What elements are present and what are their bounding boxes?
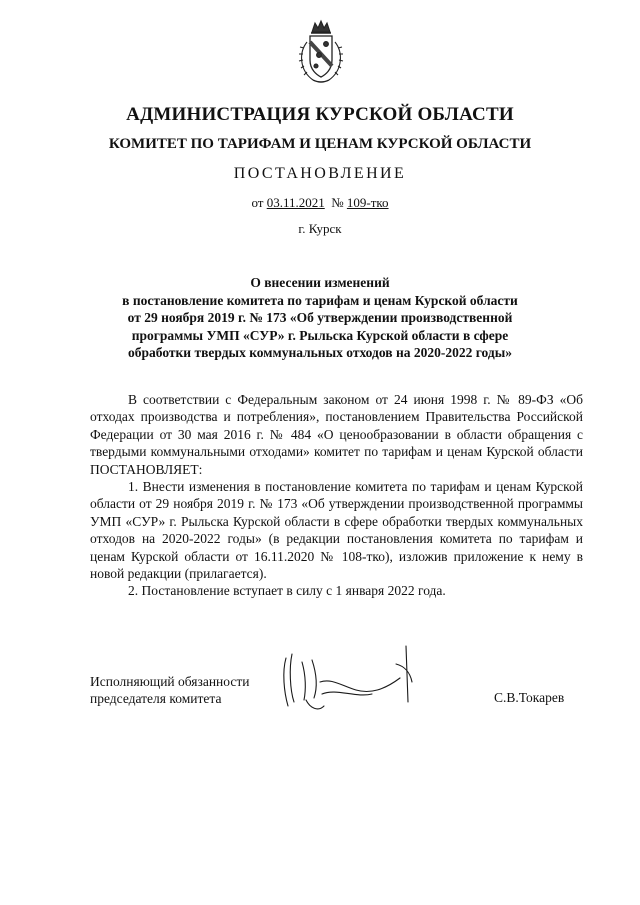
signatory-name: С.В.Токарев xyxy=(494,690,565,705)
committee-title: КОМИТЕТ ПО ТАРИФАМ И ЦЕНАМ КУРСКОЙ ОБЛАСТИ xyxy=(108,136,532,152)
handwritten-signature xyxy=(276,642,422,726)
title-line: О внесении изменений xyxy=(250,275,390,290)
document-number: 109-тко xyxy=(346,195,389,210)
position-line: Исполняющий обязанности xyxy=(90,674,250,689)
body-paragraph: 2. Постановление вступает в силу с 1 января 2022 года. xyxy=(128,583,446,599)
kursk-coat-of-arms-icon xyxy=(295,18,347,90)
document-type: ПОСТАНОВЛЕНИЕ xyxy=(233,165,407,182)
document-title xyxy=(80,274,560,362)
position-line: председателя комитета xyxy=(90,691,222,707)
body-paragraph: В соответствии с Федеральным законом от 24 июня 1998 г. № 89-ФЗ «Об отходах производства и потребления», постановлением Правительства Российской Федерации от 30 мая 2016 г. № 484 «О ценообразовании в области обращения с твердыми коммунальными отходами» комитет по тарифам и ценам Курской области ПОСТАНОВЛЯЕТ: xyxy=(90,392,583,477)
number-prefix: № xyxy=(331,195,344,210)
title-line: программы УМП «СУР» г. Рыльска Курской области в сфере xyxy=(131,327,509,343)
date-prefix: от xyxy=(251,195,264,210)
title-line: от 29 ноября 2019 г. № 173 «Об утверждении производственной xyxy=(127,310,513,326)
document-city: г. Курск xyxy=(298,221,342,236)
document-body xyxy=(90,391,583,600)
signatory-position xyxy=(90,673,249,708)
body-paragraph: 1. Внести изменения в постановление комитета по тарифам и ценам Курской области от 29 ноября 2019 г. № 173 «Об утверждении производственной программы УМП «СУР» г. Рыльска Курской области в сфере обработки твердых коммунальных отходов на 2020-2022 годы» (в редакции постановления комитета по тарифам и ценам Курской области от 16.11.2020 № 108-тко), изложив приложение к нему в новой редакции (прилагается). xyxy=(90,479,583,582)
title-line: обработки твердых коммунальных отходов на 2020-2022 годы» xyxy=(128,345,512,361)
organization-title: АДМИНИСТРАЦИЯ КУРСКОЙ ОБЛАСТИ xyxy=(126,104,514,125)
document-date: 03.11.2021 xyxy=(266,195,325,210)
title-line: в постановление комитета по тарифам и ценам Курской области xyxy=(122,292,518,308)
document-date-number xyxy=(0,195,640,211)
